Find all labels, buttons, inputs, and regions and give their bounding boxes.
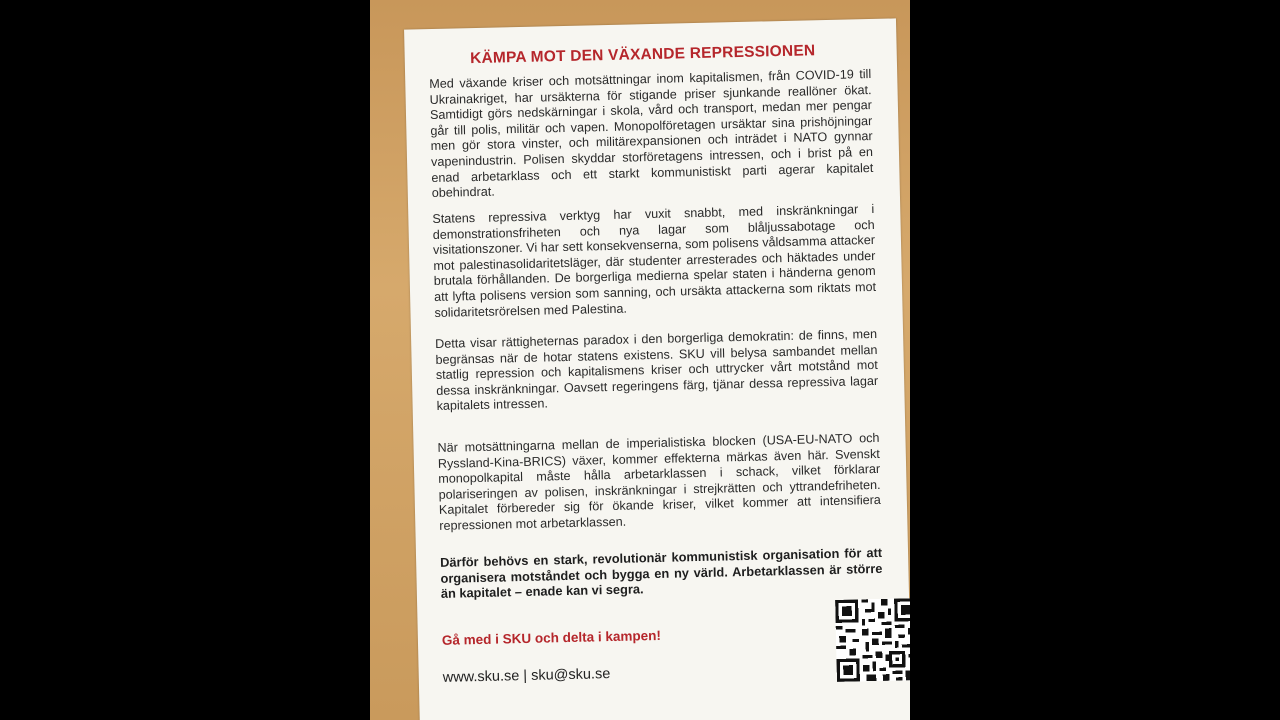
paragraph-1: Med växande kriser och motsättningar inom kapitalismen, från COVID-19 till Ukrainakriget, har ursäkterna för stigande priser sjunkande reallöner ökat. Samtidigt görs nedskärningar i skola, vård och transport, medan mer pengar går till polis, militär och vapen. Monopolföretagen ursäktar sina prishöjningar men gör stora vinster, och militärexpansionen och inträdet i NATO gynnar vapenindustrin. Polisen skyddar storföretagens intressen, och i brist på en enad arbetarklass och ett starkt kommunistiskt parti agerar kapitalet obehindrat.: [429, 66, 874, 201]
flyer-title: KÄMPA MOT DEN VÄXANDE REPRESSIONEN: [469, 42, 816, 68]
contact-line: www.sku.se | sku@sku.se: [442, 666, 611, 686]
paragraph-4: När motsättningarna mellan de imperialistiska blocken (USA-EU-NATO och Ryssland-Kina-BRICS) växer, kommer effekterna märkas även här. Svenskt monopolkapital måste hålla arbetarklassen i schack, vilket förklarar polariseringen av polisen, inskränkningar i strejkrätten och yttrandefriheten. Kapitalet förbereder sig för ökande kriser, vilket kommer att intensifiera repressionen mot arbetarklassen.: [437, 430, 882, 533]
qr-code-icon: [835, 598, 910, 682]
photo: [370, 0, 910, 720]
closing-paragraph: Därför behövs en stark, revolutionär kommunistisk organisation för att organisera motståndet och bygga en ny värld. Arbetarklassen är större än kapitalet – enade kan vi segra.: [439, 544, 883, 602]
paragraph-2: Statens repressiva verktyg har vuxit snabbt, med inskränkningar i demonstrationsfriheten och nya lagar som blåljussabotage och visitationszoner. Vi har sett konsekvenserna, som polisens våldsamma attacker mot palestinasolidaritetsläger, där studenter arresterades och häktades under brutala förhållanden. De borgerliga medierna spelar staten i händerna genom att lyfta polisens version som sanning, och ursäkta attackerna som riktats mot solidaritetsrörelsen med Palestina.: [432, 201, 877, 320]
flyer: [404, 18, 910, 720]
call-to-action: Gå med i SKU och delta i kampen!: [441, 627, 662, 648]
paragraph-3: Detta visar rättigheternas paradox i den borgerliga demokratin: de finns, men begränsas när de hotar statens existens. SKU vill belysa sambandet mellan statlig repression och kapitalismens kriser och uttrycker vårt motstånd mot dessa inskränkningar. Oavsett regeringens färg, tjänar dessa repressiva lagar kapitalets intressen.: [435, 326, 879, 414]
